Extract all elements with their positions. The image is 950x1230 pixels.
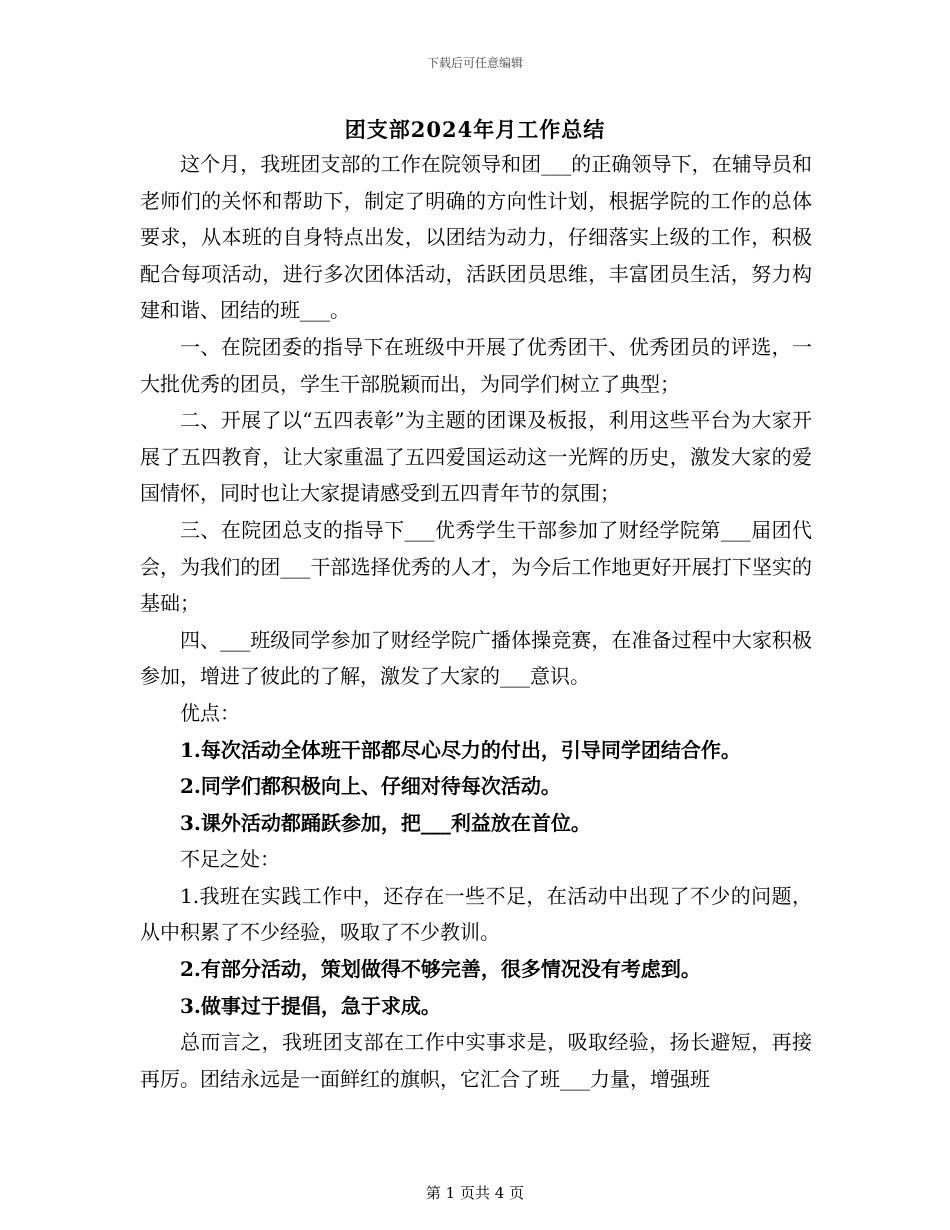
paragraph-intro: 这个月，我班团支部的工作在院领导和团___的正确领导下，在辅导员和老师们的关怀和帮助下，制定了明确的方向性计划，根据学院的工作的总体要求，从本班的自身特点出发，以团结为动力，仔细落实上级的工作，积极配合每项活动，进行多次团体活动，活跃团员思维，丰富团员生活，努力构建和谐、团结的班___。 — [140, 152, 812, 323]
paragraph-item-3: 三、在院团总支的指导下___优秀学生干部参加了财经学院第___届团代会，为我们的团___干部选择优秀的人才，为今后工作地更好开展打下坚实的基础； — [140, 517, 812, 616]
paragraph-item-2: 二、开展了以“五四表彰”为主题的团课及板报，利用这些平台为大家开展了五四教育，让大家重温了五四爱国运动这一光辉的历史，激发大家的爱国情怀，同时也让大家提请感受到五四青年节的氛围； — [140, 408, 812, 506]
weakness-item-1: 1.我班在实践工作中，还存在一些不足，在活动中出现了不少的问题，从中积累了不少经验，吸取了不少教训。 — [140, 883, 812, 945]
document-title: 团支部2024年月工作总结 — [344, 117, 606, 142]
document-body — [140, 146, 812, 1097]
header-note: 下载后可任意编辑 — [426, 56, 523, 70]
weakness-item-3: 3.做事过于提倡，急于求成。 — [180, 993, 441, 1018]
page-footer: 第 1 页共 4 页 — [425, 1184, 525, 1202]
weakness-item-2: 2.有部分活动，策划做得不够完善，很多情况没有考虑到。 — [180, 957, 701, 982]
paragraph-item-1: 一、在院团委的指导下在班级中开展了优秀团干、优秀团员的评选，一大批优秀的团员，学生干部脱颖而出，为同学们树立了典型； — [140, 334, 812, 396]
paragraph-conclusion: 总而言之，我班团支部在工作中实事求是，吸取经验，扬长避短，再接再厉。团结永远是一面鲜红的旗帜，它汇合了班___力量，增强班 — [140, 1030, 812, 1091]
strength-item-2: 2.同学们都积极向上、仔细对待每次活动。 — [180, 774, 561, 799]
strength-item-3: 3.课外活动都踊跃参加，把___利益放在首位。 — [180, 810, 591, 835]
weaknesses-heading: 不足之处： — [180, 847, 280, 872]
strength-item-1: 1.每次活动全体班干部都尽心尽力的付出，引导同学团结合作。 — [180, 737, 741, 762]
strengths-heading: 优点： — [180, 700, 240, 725]
paragraph-item-4: 四、___班级同学参加了财经学院广播体操竞赛，在准备过程中大家积极参加，增进了彼此的了解，激发了大家的___意识。 — [140, 627, 812, 689]
